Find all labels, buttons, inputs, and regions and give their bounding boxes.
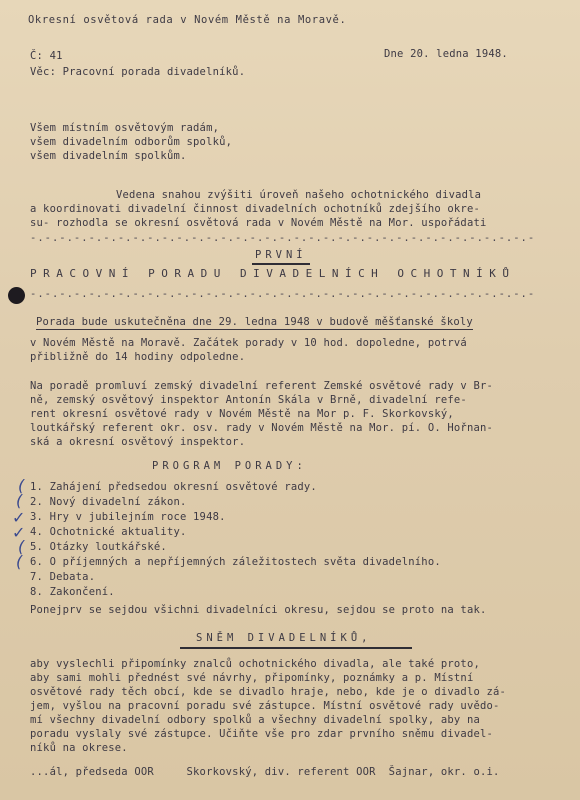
closing-line: osvětové rady těch obcí, kde se divadlo hraje, nebo, kde je o divadlo zá- — [30, 686, 507, 698]
speakers-line: ně, zemský osvětový inspektor Antonín Skála v Brně, divadelní refe- — [30, 394, 467, 406]
program-item: 3. Hry v jubilejním roce 1948. — [30, 511, 226, 523]
speakers-line: Na poradě promluví zemský divadelní referent Zemské osvětové rady v Br- — [30, 380, 494, 392]
meeting-title: PRACOVNÍ PORADU DIVADELNÍCH OCHOTNÍKŮ — [30, 267, 516, 280]
handwritten-check-icon: ✓ — [12, 508, 26, 527]
program-item: 6. O příjemných a nepříjemných záležitostech světa divadelního. — [30, 556, 441, 568]
intro-line: su- rozhodla se okresní osvětová rada v Novém Městě na Mor. uspořádati — [30, 217, 487, 229]
intro-line: a koordinovati divadelní činnost divadelních ochotníků zdejšího okre- — [30, 203, 480, 215]
handwritten-mark-icon: ( — [18, 476, 25, 495]
speakers-line: rent okresní osvětové rady v Novém Městě na Mor p. F. Skorkovský, — [30, 408, 454, 420]
document-date: Dne 20. ledna 1948. — [384, 48, 508, 60]
dash-divider: -.-.-.-.-.-.-.-.-.-.-.-.-.-.-.-.-.-.-.-.-.-.-.-.-.-.-.-.-.-.-.-.-.-.- — [30, 288, 536, 300]
program-item: 5. Otázky loutkářské. — [30, 541, 167, 553]
details-line: Porada bude uskutečněna dne 29. ledna 1948 v budově měšťanské školy — [36, 316, 473, 328]
title-first: PRVNÍ — [255, 249, 307, 261]
title-first-underline — [252, 263, 310, 265]
program-item: 8. Zakončení. — [30, 586, 115, 598]
organization-header: Okresní osvětová rada v Novém Městě na Moravě. — [28, 14, 347, 26]
congress-heading-underline — [180, 647, 412, 649]
recipient-line: všem divadelním spolkům. — [30, 150, 187, 162]
reference-number: Č: 41 — [30, 50, 63, 62]
subject-line: Věc: Pracovní porada divadelníků. — [30, 66, 246, 78]
recipient-line: všem divadelním odborům spolků, — [30, 136, 233, 148]
congress-heading: SNĚM DIVADELNÍKŮ, — [196, 632, 372, 644]
closing-line: aby sami mohli přednést své návrhy, připomínky, poznámky a p. Místní — [30, 672, 474, 684]
closing-line: mí všechny divadelní odbory spolků a všechny divadelní spolky, aby na — [30, 714, 480, 726]
recipient-line: Všem místním osvětovým radám, — [30, 122, 220, 134]
handwritten-mark-icon: ( — [16, 491, 23, 510]
speakers-line: loutkářský referent okr. osv. rady v Novém Městě na Mor. pí. O. Hořnan- — [30, 422, 494, 434]
handwritten-check-icon: ✓ — [12, 523, 26, 542]
closing-line: aby vyslechli připomínky znalců ochotnického divadla, ale také proto, — [30, 658, 480, 670]
dash-divider: -.-.-.-.-.-.-.-.-.-.-.-.-.-.-.-.-.-.-.-.-.-.-.-.-.-.-.-.-.-.-.-.-.-.- — [30, 232, 536, 244]
signatures-line: ...ál, předseda OOR Skorkovský, div. referent OOR Šajnar, okr. o.i. — [30, 766, 500, 778]
program-item: 4. Ochotnické aktuality. — [30, 526, 187, 538]
punch-hole — [8, 287, 25, 304]
details-line: v Novém Městě na Moravě. Začátek porady v 10 hod. dopoledne, potrvá — [30, 337, 467, 349]
invitation-line: Ponejprv se sejdou všichni divadelníci okresu, sejdou se proto na tak. — [30, 604, 487, 616]
closing-line: poradu vyslaly své zástupce. Učiňte vše pro zdar prvního sněmu divadel- — [30, 728, 494, 740]
program-item: 1. Zahájení předsedou okresní osvětové rady. — [30, 481, 317, 493]
details-line: přibližně do 14 hodiny odpoledne. — [30, 351, 246, 363]
handwritten-mark-icon: ( — [16, 552, 23, 571]
handwritten-mark-icon: ( — [18, 537, 25, 556]
program-item: 7. Debata. — [30, 571, 96, 583]
program-heading: PROGRAM PORADY: — [152, 460, 307, 472]
closing-line: jem, vyšlou na pracovní poradu své zástupce. Místní osvětové rady uvědo- — [30, 700, 500, 712]
closing-line: níků na okrese. — [30, 742, 128, 754]
intro-line: Vedena snahou zvýšiti úroveň našeho ochotnického divadla — [116, 189, 482, 201]
program-item: 2. Nový divadelní zákon. — [30, 496, 187, 508]
speakers-line: ská a okresní osvětový inspektor. — [30, 436, 246, 448]
